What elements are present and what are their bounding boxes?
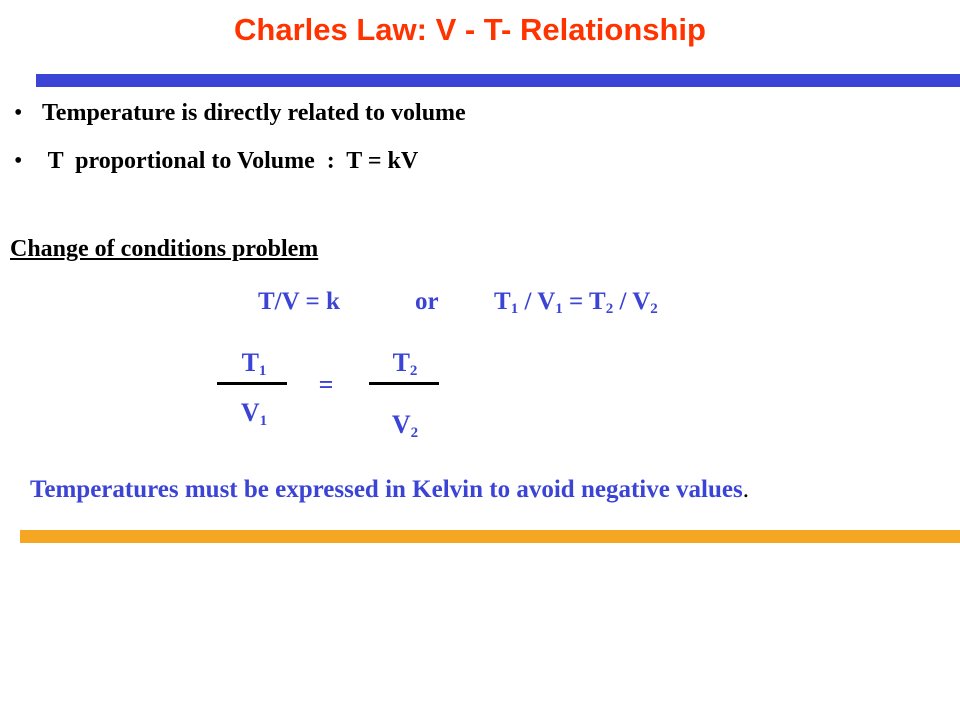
- fraction-right-denominator: $V_2$: [391, 410, 419, 441]
- fraction-right-bar: [369, 382, 439, 385]
- bottom-accent-bar: [20, 530, 960, 543]
- fraction-left-denominator: $V_1$: [240, 398, 268, 429]
- eq-slash-2: /: [613, 288, 633, 315]
- kelvin-note-text: Temperatures must be expressed in Kelvin to avoid negative values: [30, 476, 743, 503]
- eq-v1: V: [537, 288, 556, 315]
- slide-title: Charles Law: V - T- Relationship: [234, 12, 706, 47]
- equation-full: [494, 288, 658, 316]
- bullet-item-2: [14, 148, 418, 175]
- kelvin-note: [30, 476, 749, 504]
- eq-t1-sub: 1: [510, 301, 519, 317]
- fraction-left-numerator: $T_1$: [241, 348, 267, 379]
- eq-equals: =: [562, 288, 590, 315]
- fraction-right-numerator: $T_2$: [392, 348, 418, 379]
- eq-v2: V: [632, 288, 651, 315]
- section-heading: Change of conditions problem: [10, 236, 319, 262]
- bullet-marker: •: [14, 148, 23, 174]
- eq-v1-sub: 1: [555, 301, 563, 317]
- bullet-text: T proportional to Volume : T = kV: [42, 148, 419, 174]
- fraction-equals: =: [318, 370, 334, 399]
- eq-t2: T: [589, 288, 606, 315]
- eq-v2-sub: 2: [650, 301, 658, 317]
- bullet-text: Temperature is directly related to volume: [42, 100, 466, 126]
- fraction-left-bar: [217, 382, 287, 385]
- bullet-item-1: [14, 100, 466, 127]
- title-underline-bar: [36, 74, 960, 87]
- eq-t2-sub: 2: [605, 301, 614, 317]
- kelvin-note-period: .: [742, 476, 749, 503]
- equation-connector: or: [415, 288, 439, 315]
- eq-t1: T: [494, 288, 511, 315]
- eq-slash-1: /: [518, 288, 538, 315]
- bullet-marker: •: [14, 100, 23, 126]
- equation-simple: T/V = k: [258, 288, 340, 315]
